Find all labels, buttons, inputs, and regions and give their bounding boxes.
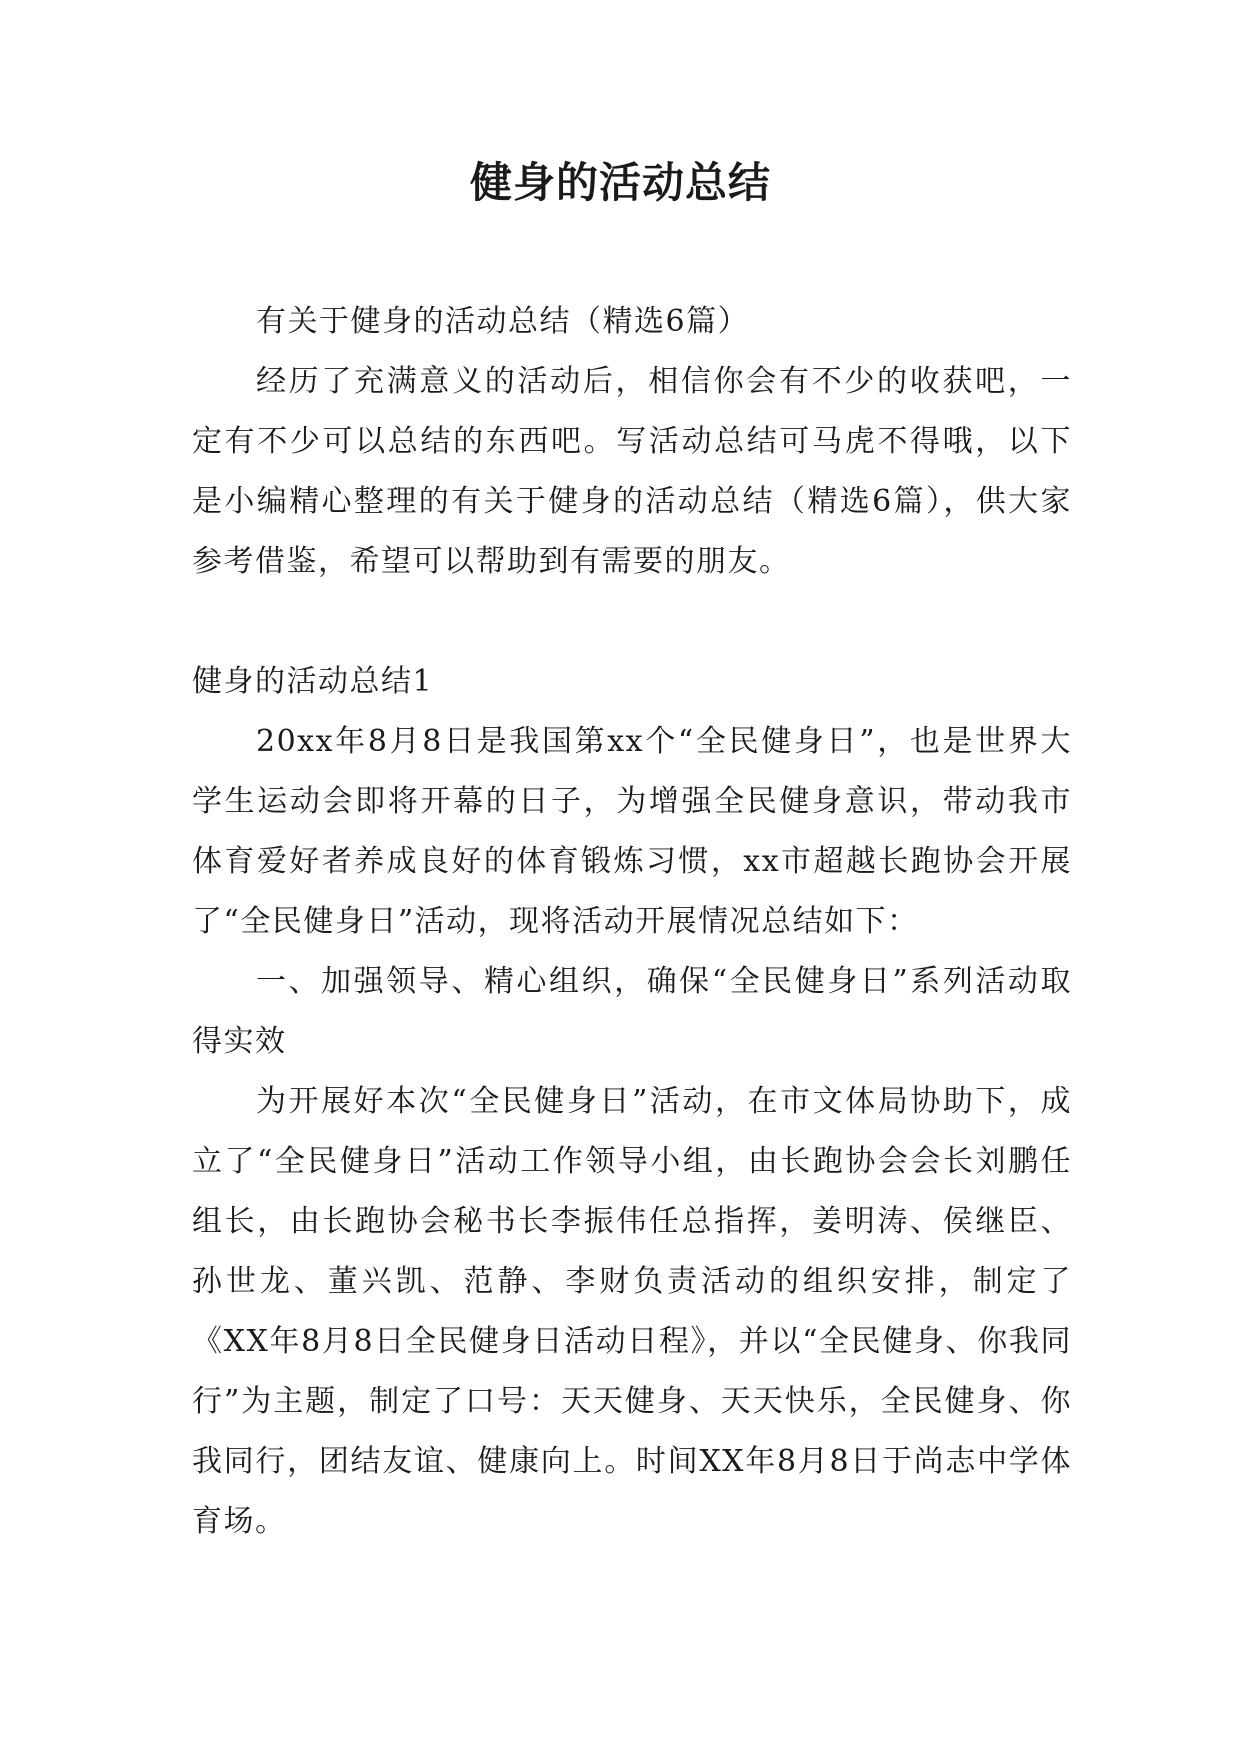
subtitle-paragraph: 有关于健身的活动总结（精选6篇） bbox=[256, 304, 750, 339]
intro-paragraph: 经历了充满意义的活动后，相信你会有不少的收获吧，一定有不少可以总结的东西吧。写活动总结可马虎不得哦，以下是小编精心整理的有关于健身的活动总结（精选6篇），供大家参考借鉴，希望可以帮助到有需要的朋友。 bbox=[192, 364, 1072, 579]
body-paragraph: 为开展好本次“全民健身日”活动，在市文体局协助下，成立了“全民健身日”活动工作领导小组，由长跑协会会长刘鹏任组长，由长跑协会秘书长李振伟任总指挥，姜明涛、侯继臣、孙世龙、董兴凯、范静、李财负责活动的组织安排，制定了《XX年8月8日全民健身日活动日程》，并以“全民健身、你我同行”为主题，制定了口号：天天健身、天天快乐，全民健身、你我同行，团结友谊、健康向上。时间XX年8月8日于尚志中学体育场。 bbox=[192, 1084, 1072, 1539]
document-title: 健身的活动总结 bbox=[469, 158, 771, 207]
document-body bbox=[192, 292, 1072, 1552]
body-paragraph: 20xx年8月8日是我国第xx个“全民健身日”，也是世界大学生运动会即将开幕的日子，为增强全民健身意识，带动我市体育爱好者养成良好的体育锻炼习惯，xx市超越长跑协会开展了“全民健身日”活动，现将活动开展情况总结如下： bbox=[192, 724, 1072, 939]
point-heading: 一、加强领导、精心组织，确保“全民健身日”系列活动取得实效 bbox=[192, 964, 1072, 1059]
section-heading: 健身的活动总结1 bbox=[192, 664, 434, 699]
